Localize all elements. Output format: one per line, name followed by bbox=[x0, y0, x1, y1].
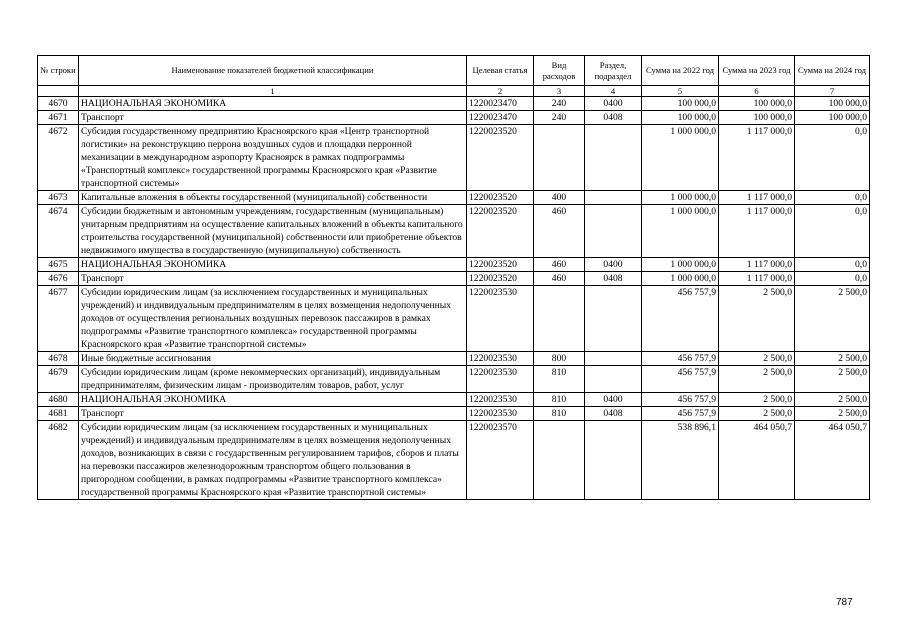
row-kind: 810 bbox=[534, 407, 585, 421]
row-name: НАЦИОНАЛЬНАЯ ЭКОНОМИКА bbox=[79, 97, 467, 111]
column-number bbox=[38, 86, 79, 97]
row-sum-2022: 538 896,1 bbox=[642, 421, 719, 500]
row-name: НАЦИОНАЛЬНАЯ ЭКОНОМИКА bbox=[79, 393, 467, 407]
row-target: 1220023530 bbox=[467, 286, 534, 352]
row-number: 4672 bbox=[38, 125, 79, 191]
row-sum-2023: 1 117 000,0 bbox=[719, 125, 795, 191]
table-row bbox=[38, 97, 870, 111]
row-number: 4681 bbox=[38, 407, 79, 421]
row-kind bbox=[534, 286, 585, 352]
row-number: 4670 bbox=[38, 97, 79, 111]
row-section: 0400 bbox=[585, 97, 642, 111]
row-name: Иные бюджетные ассигнования bbox=[79, 352, 467, 366]
row-sum-2022: 1 000 000,0 bbox=[642, 125, 719, 191]
row-target: 1220023530 bbox=[467, 352, 534, 366]
table-body bbox=[38, 97, 870, 500]
row-sum-2023: 2 500,0 bbox=[719, 393, 795, 407]
row-sum-2023: 1 117 000,0 bbox=[719, 258, 795, 272]
row-sum-2024: 2 500,0 bbox=[795, 393, 870, 407]
row-kind: 460 bbox=[534, 258, 585, 272]
row-target: 1220023570 bbox=[467, 421, 534, 500]
row-number: 4678 bbox=[38, 352, 79, 366]
row-number: 4679 bbox=[38, 366, 79, 393]
row-target: 1220023470 bbox=[467, 111, 534, 125]
row-section: 0400 bbox=[585, 393, 642, 407]
row-name: Субсидия государственному предприятию Красноярского края «Центр транспортной логистики» на реконструкцию перрона воздушных судов и площадки перронной механизации в международном аэропорту Красноярск в рамках подпрограммы «Транспортный комплекс» государственной программы Красноярского края «Развитие транспортной системы» bbox=[79, 125, 467, 191]
row-kind: 400 bbox=[534, 191, 585, 205]
table-row bbox=[38, 393, 870, 407]
column-number: 6 bbox=[719, 86, 795, 97]
row-sum-2024: 2 500,0 bbox=[795, 286, 870, 352]
row-section bbox=[585, 352, 642, 366]
table-row bbox=[38, 191, 870, 205]
row-target: 1220023470 bbox=[467, 97, 534, 111]
row-target: 1220023520 bbox=[467, 125, 534, 191]
row-name: Транспорт bbox=[79, 111, 467, 125]
row-sum-2023: 100 000,0 bbox=[719, 97, 795, 111]
header-sum-2023: Сумма на 2023 год bbox=[719, 56, 795, 86]
row-sum-2024: 2 500,0 bbox=[795, 352, 870, 366]
row-section: 0400 bbox=[585, 258, 642, 272]
row-section bbox=[585, 191, 642, 205]
row-name: Субсидии юридическим лицам (за исключением государственных и муниципальных учреждений) и индивидуальным предпринимателям в целях возмещения недополученных доходов от осуществления региональных воздушных перевозок пассажиров в рамках подпрограммы «Развитие транспортного комплекса» государственной программы Красноярского края «Развитие транспортной системы» bbox=[79, 286, 467, 352]
column-number: 3 bbox=[534, 86, 585, 97]
row-sum-2022: 1 000 000,0 bbox=[642, 205, 719, 258]
row-sum-2022: 100 000,0 bbox=[642, 111, 719, 125]
table-row bbox=[38, 407, 870, 421]
row-sum-2022: 1 000 000,0 bbox=[642, 272, 719, 286]
column-number: 5 bbox=[642, 86, 719, 97]
row-target: 1220023530 bbox=[467, 366, 534, 393]
row-kind: 810 bbox=[534, 393, 585, 407]
table-row bbox=[38, 111, 870, 125]
row-sum-2024: 0,0 bbox=[795, 258, 870, 272]
header-name: Наименование показателей бюджетной классификации bbox=[79, 56, 467, 86]
table-row bbox=[38, 352, 870, 366]
row-section: 0408 bbox=[585, 407, 642, 421]
row-kind: 460 bbox=[534, 205, 585, 258]
row-sum-2024: 0,0 bbox=[795, 205, 870, 258]
row-sum-2023: 1 117 000,0 bbox=[719, 191, 795, 205]
row-sum-2024: 100 000,0 bbox=[795, 97, 870, 111]
row-name: Субсидии юридическим лицам (кроме некоммерческих организаций), индивидуальным предпринимателям, физическим лицам - производителям товаров, работ, услуг bbox=[79, 366, 467, 393]
table-row bbox=[38, 286, 870, 352]
row-kind bbox=[534, 125, 585, 191]
row-name: Субсидии юридическим лицам (за исключением государственных и муниципальных учреждений) и индивидуальным предпринимателям в целях возмещения недополученных доходов, возникающих в связи с государственным регулированием тарифов, сборов и платы на перевозки пассажиров железнодорожным транспортом общего пользования в пригородном сообщении, в рамках подпрограммы «Развитие транспортного комплекса» государственной программы Красноярского края «Развитие транспортной системы» bbox=[79, 421, 467, 500]
row-kind bbox=[534, 421, 585, 500]
header-sum-2022: Сумма на 2022 год bbox=[642, 56, 719, 86]
row-sum-2022: 1 000 000,0 bbox=[642, 191, 719, 205]
row-section bbox=[585, 205, 642, 258]
row-sum-2023: 2 500,0 bbox=[719, 286, 795, 352]
row-sum-2022: 456 757,9 bbox=[642, 407, 719, 421]
row-sum-2024: 100 000,0 bbox=[795, 111, 870, 125]
row-sum-2022: 1 000 000,0 bbox=[642, 258, 719, 272]
row-sum-2022: 456 757,9 bbox=[642, 366, 719, 393]
row-sum-2024: 0,0 bbox=[795, 125, 870, 191]
table-header bbox=[38, 56, 870, 97]
row-sum-2023: 100 000,0 bbox=[719, 111, 795, 125]
row-section bbox=[585, 286, 642, 352]
row-number: 4675 bbox=[38, 258, 79, 272]
column-number: 7 bbox=[795, 86, 870, 97]
row-number: 4671 bbox=[38, 111, 79, 125]
header-section: Раздел, подраздел bbox=[585, 56, 642, 86]
table-row bbox=[38, 205, 870, 258]
row-kind: 240 bbox=[534, 97, 585, 111]
table-row bbox=[38, 421, 870, 500]
row-target: 1220023520 bbox=[467, 191, 534, 205]
row-name: НАЦИОНАЛЬНАЯ ЭКОНОМИКА bbox=[79, 258, 467, 272]
row-number: 4674 bbox=[38, 205, 79, 258]
header-row-no: № строки bbox=[38, 56, 79, 86]
row-sum-2022: 456 757,9 bbox=[642, 352, 719, 366]
table-row bbox=[38, 258, 870, 272]
row-sum-2023: 2 500,0 bbox=[719, 366, 795, 393]
row-kind: 800 bbox=[534, 352, 585, 366]
row-target: 1220023530 bbox=[467, 407, 534, 421]
column-number: 2 bbox=[467, 86, 534, 97]
column-number-row bbox=[38, 86, 870, 97]
row-sum-2024: 0,0 bbox=[795, 191, 870, 205]
row-number: 4677 bbox=[38, 286, 79, 352]
row-kind: 810 bbox=[534, 366, 585, 393]
row-sum-2024: 0,0 bbox=[795, 272, 870, 286]
header-sum-2024: Сумма на 2024 год bbox=[795, 56, 870, 86]
row-target: 1220023520 bbox=[467, 258, 534, 272]
row-target: 1220023520 bbox=[467, 205, 534, 258]
table-row bbox=[38, 272, 870, 286]
column-number: 4 bbox=[585, 86, 642, 97]
row-sum-2023: 464 050,7 bbox=[719, 421, 795, 500]
row-number: 4680 bbox=[38, 393, 79, 407]
row-sum-2023: 1 117 000,0 bbox=[719, 272, 795, 286]
row-number: 4682 bbox=[38, 421, 79, 500]
header-kind: Вид расходов bbox=[534, 56, 585, 86]
page-number: 787 bbox=[836, 597, 853, 608]
column-number: 1 bbox=[79, 86, 467, 97]
row-sum-2024: 2 500,0 bbox=[795, 366, 870, 393]
row-sum-2023: 2 500,0 bbox=[719, 407, 795, 421]
row-name: Транспорт bbox=[79, 272, 467, 286]
row-sum-2022: 456 757,9 bbox=[642, 286, 719, 352]
row-kind: 240 bbox=[534, 111, 585, 125]
row-section: 0408 bbox=[585, 272, 642, 286]
row-number: 4676 bbox=[38, 272, 79, 286]
row-sum-2023: 2 500,0 bbox=[719, 352, 795, 366]
row-sum-2022: 100 000,0 bbox=[642, 97, 719, 111]
row-target: 1220023520 bbox=[467, 272, 534, 286]
row-section bbox=[585, 366, 642, 393]
budget-table bbox=[37, 55, 870, 500]
row-sum-2024: 464 050,7 bbox=[795, 421, 870, 500]
row-sum-2023: 1 117 000,0 bbox=[719, 205, 795, 258]
row-number: 4673 bbox=[38, 191, 79, 205]
row-name: Транспорт bbox=[79, 407, 467, 421]
row-kind: 460 bbox=[534, 272, 585, 286]
header-target: Целевая статья bbox=[467, 56, 534, 86]
row-name: Капитальные вложения в объекты государственной (муниципальной) собственности bbox=[79, 191, 467, 205]
row-section bbox=[585, 125, 642, 191]
row-section: 0408 bbox=[585, 111, 642, 125]
row-sum-2022: 456 757,9 bbox=[642, 393, 719, 407]
row-sum-2024: 2 500,0 bbox=[795, 407, 870, 421]
table-row bbox=[38, 366, 870, 393]
row-section bbox=[585, 421, 642, 500]
table-row bbox=[38, 125, 870, 191]
row-name: Субсидии бюджетным и автономным учреждениям, государственным (муниципальным) унитарным предприятиям на осуществление капитальных вложений в объекты капитального строительства государственной (муниципальной) собственности или приобретение объектов недвижимого имущества в государственную (муниципальную) собственность bbox=[79, 205, 467, 258]
row-target: 1220023530 bbox=[467, 393, 534, 407]
